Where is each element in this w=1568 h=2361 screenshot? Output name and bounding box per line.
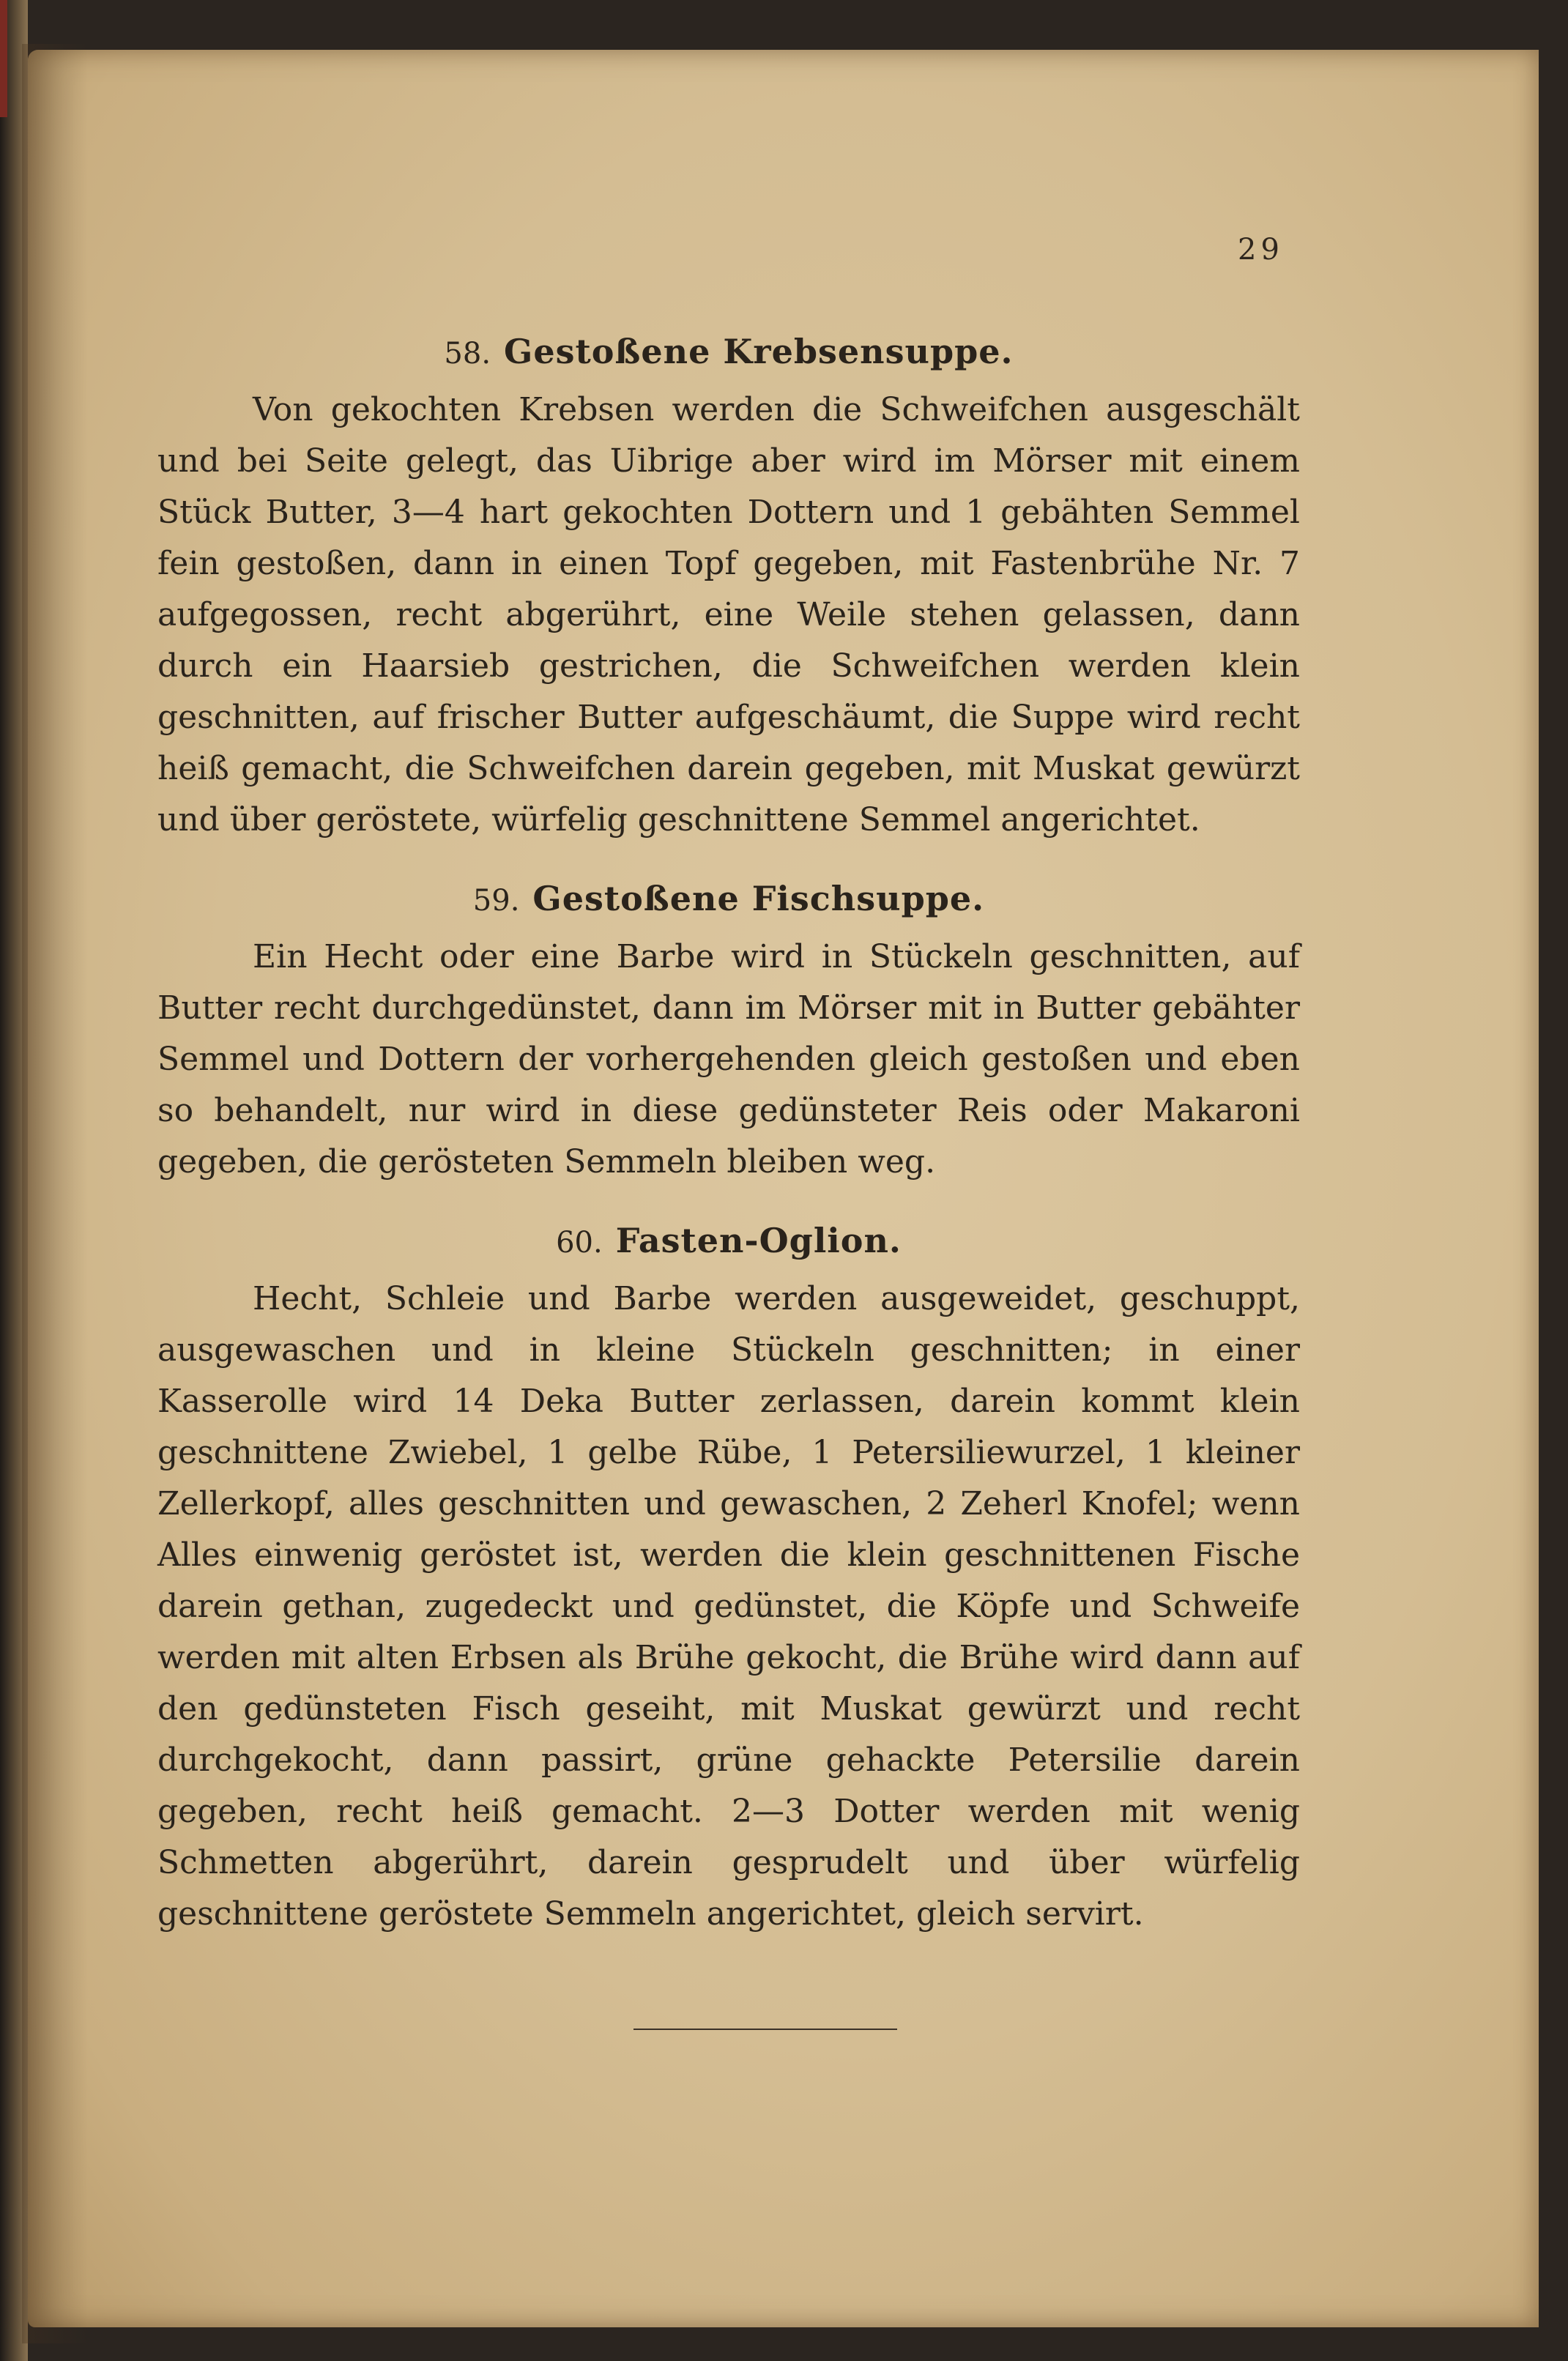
recipe-number: 60. bbox=[556, 1226, 603, 1260]
recipe-60 bbox=[157, 1211, 1300, 1940]
previous-page-edge bbox=[0, 0, 28, 2361]
recipe-text: Ein Hecht oder eine Barbe wird in Stückeln geschnitten, auf Butter recht durchgedünstet, dann im Mörser mit in Butter gebähter Semmel und Dottern der vorhergehenden gleich gestoßen und eben so behandelt, nur wird in diese gedünsteter Reis oder Makaroni gegeben, die gerösteten Semmeln bleiben weg. bbox=[157, 938, 1300, 1180]
recipe-number: 58. bbox=[444, 337, 491, 371]
recipe-heading bbox=[157, 869, 1300, 930]
section-divider-rule bbox=[633, 2029, 897, 2030]
recipe-number: 59. bbox=[472, 884, 520, 918]
recipe-text: Von gekochten Krebsen werden die Schweifchen ausgeschält und bei Seite gelegt, das Uibrige aber wird im Mörser mit einem Stück Butter, 3—4 hart gekochten Dottern und 1 gebähten Semmel fein gestoßen, dann in einen Topf gegeben, mit Fastenbrühe Nr. 7 aufgegossen, recht abgerührt, eine Weile stehen gelassen, dann durch ein Haarsieb gestrichen, die Schweifchen werden klein geschnitten, auf frischer Butter aufgeschäumt, die Suppe wird recht heiß gemacht, die Schweifchen darein gegeben, mit Muskat gewürzt und über geröstete, würfelig geschnittene Semmel angerichtet. bbox=[157, 391, 1300, 839]
recipe-58 bbox=[157, 322, 1300, 846]
recipe-text: Hecht, Schleie und Barbe werden ausgeweidet, geschuppt, ausgewaschen und in kleine Stückeln geschnitten; in einer Kasserolle wird 14 Deka Butter zerlassen, darein kommt klein geschnittene Zwiebel, 1 gelbe Rübe, 1 Petersiliewurzel, 1 kleiner Zellerkopf, alles geschnitten und gewaschen, 2 Zeherl Knofel; wenn Alles einwenig geröstet ist, werden die klein geschnittenen Fische darein gethan, zugedeckt und gedünstet, die Köpfe und Schweife werden mit alten Erbsen als Brühe gekocht, die Brühe wird dann auf den gedünsteten Fisch geseiht, mit Muskat gewürzt und recht durchgekocht, dann passirt, grüne gehackte Petersilie darein gegeben, recht heiß gemacht. 2—3 Dotter werden mit wenig Schmetten abgerührt, darein gesprudelt und über würfelig geschnittene geröstete Semmeln angerichtet, gleich servirt. bbox=[157, 1280, 1300, 1933]
page-number: 29 bbox=[1238, 233, 1284, 267]
recipe-title: Gestoßene Krebsensuppe. bbox=[504, 332, 1014, 371]
recipe-title: Fasten-Oglion. bbox=[615, 1221, 902, 1260]
recipe-59 bbox=[157, 869, 1300, 1188]
page-text-block bbox=[157, 322, 1300, 1963]
recipe-heading bbox=[157, 1211, 1300, 1272]
recipe-title: Gestoßene Fischsuppe. bbox=[532, 879, 985, 918]
recipe-heading bbox=[157, 322, 1300, 383]
